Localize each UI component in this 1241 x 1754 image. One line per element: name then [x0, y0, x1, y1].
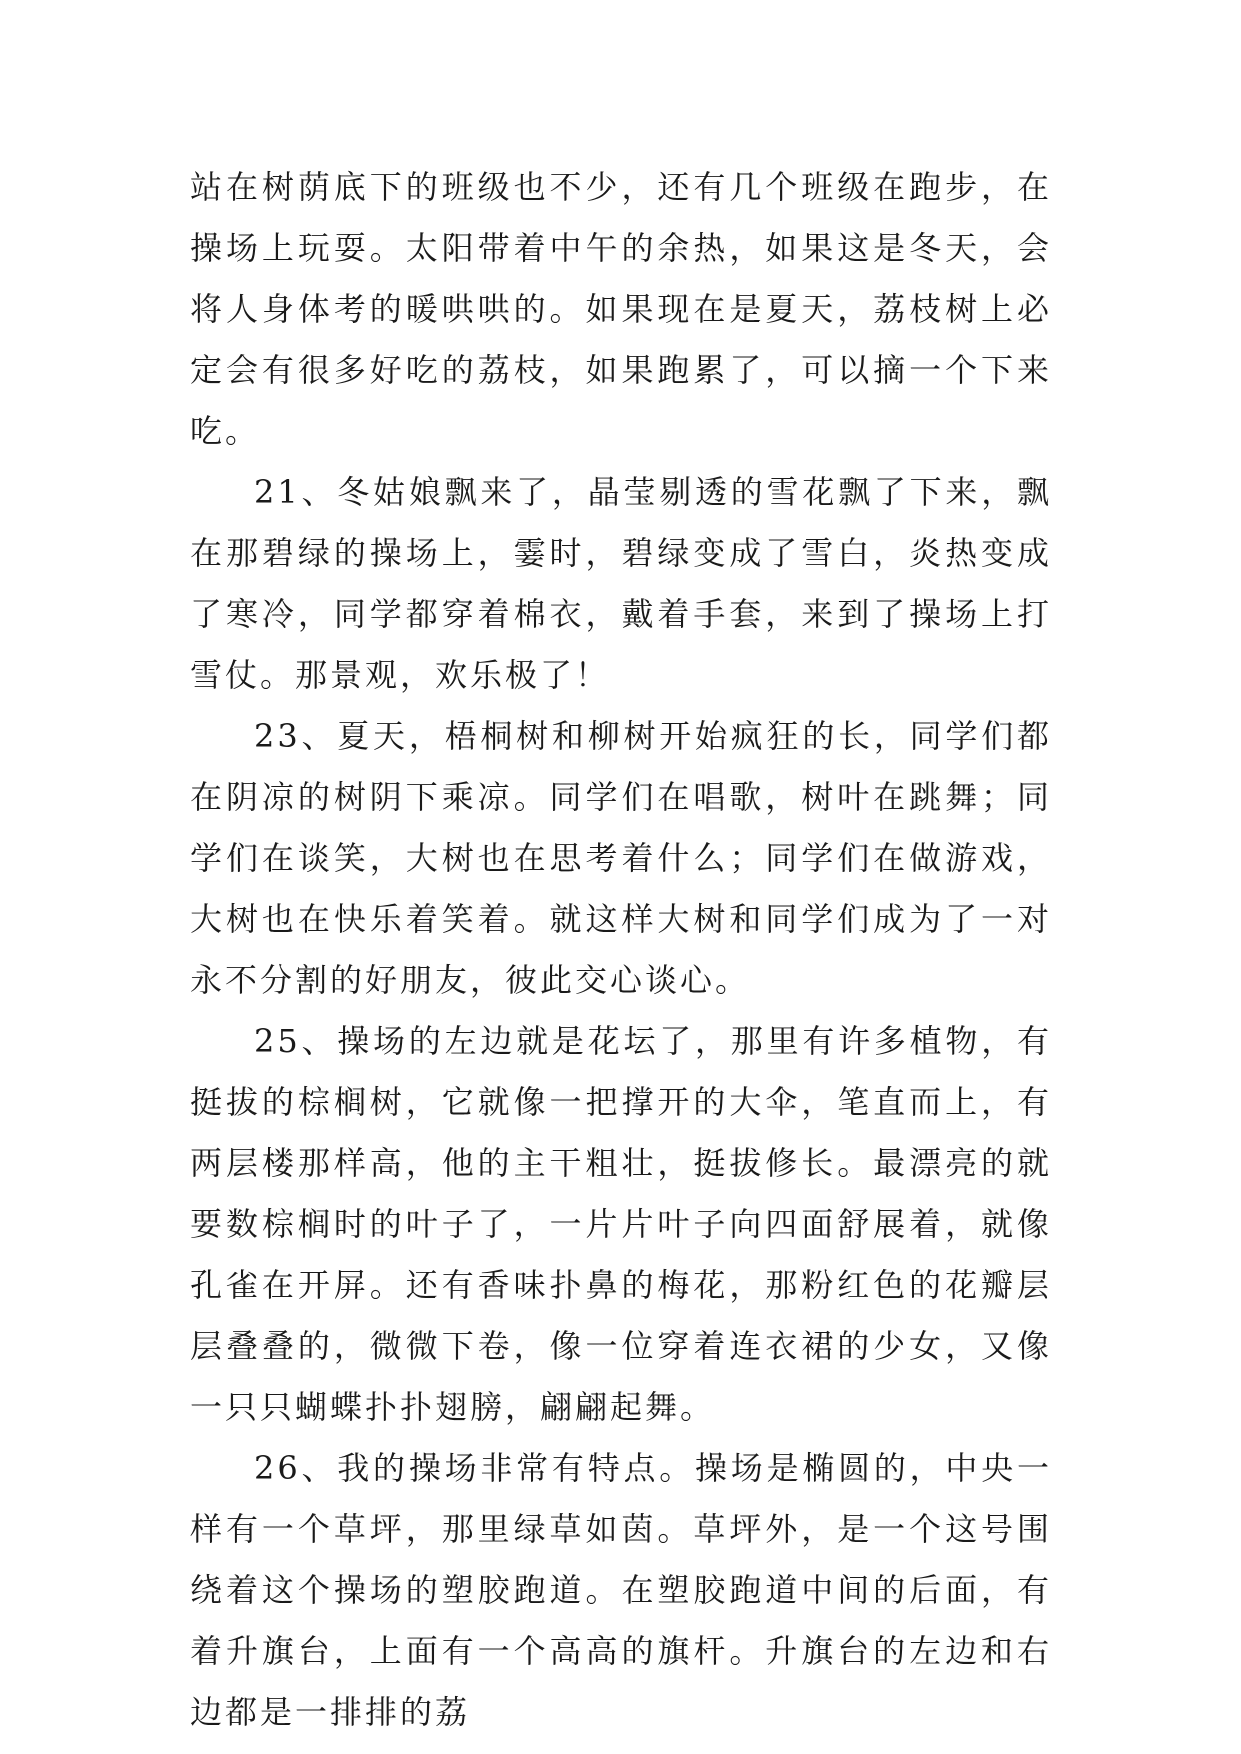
paragraph-25: 25、操场的左边就是花坛了，那里有许多植物，有挺拔的棕榈树，它就像一把撑开的大伞，笔直而上，有两层楼那样高，他的主干粗壮，挺拔修长。最漂亮的就要数棕榈时的叶子了，一片片叶子向四面舒展着，就像孔雀在开屏。还有香味扑鼻的梅花，那粉红色的花瓣层层叠叠的，微微下卷，像一位穿着连衣裙的少女，又像一只只蝴蝶扑扑翅膀，翩翩起舞。 — [190, 1022, 1052, 1426]
paragraph-1: 站在树荫底下的班级也不少，还有几个班级在跑步，在操场上玩耍。太阳带着中午的余热，如果这是冬天，会将人身体考的暖哄哄的。如果现在是夏天，荔枝树上必定会有很多好吃的荔枝，如果跑累了，可以摘一个下来吃。 — [190, 168, 1052, 450]
paragraph-23: 23、夏天，梧桐树和柳树开始疯狂的长，同学们都在阴凉的树阴下乘凉。同学们在唱歌，树叶在跳舞；同学们在谈笑，大树也在思考着什么；同学们在做游戏，大树也在快乐着笑着。就这样大树和同学们成为了一对永不分割的好朋友，彼此交心谈心。 — [190, 717, 1052, 999]
paragraph-21: 21、冬姑娘飘来了，晶莹剔透的雪花飘了下来，飘在那碧绿的操场上，霎时，碧绿变成了雪白，炎热变成了寒冷，同学都穿着棉衣，戴着手套，来到了操场上打雪仗。那景观，欢乐极了！ — [190, 473, 1052, 694]
paragraph-26: 26、我的操场非常有特点。操场是椭圆的，中央一样有一个草坪，那里绿草如茵。草坪外，是一个这号围绕着这个操场的塑胶跑道。在塑胶跑道中间的后面，有着升旗台，上面有一个高高的旗杆。升旗台的左边和右边都是一排排的荔 — [190, 1449, 1052, 1731]
body-text — [190, 157, 1052, 1743]
